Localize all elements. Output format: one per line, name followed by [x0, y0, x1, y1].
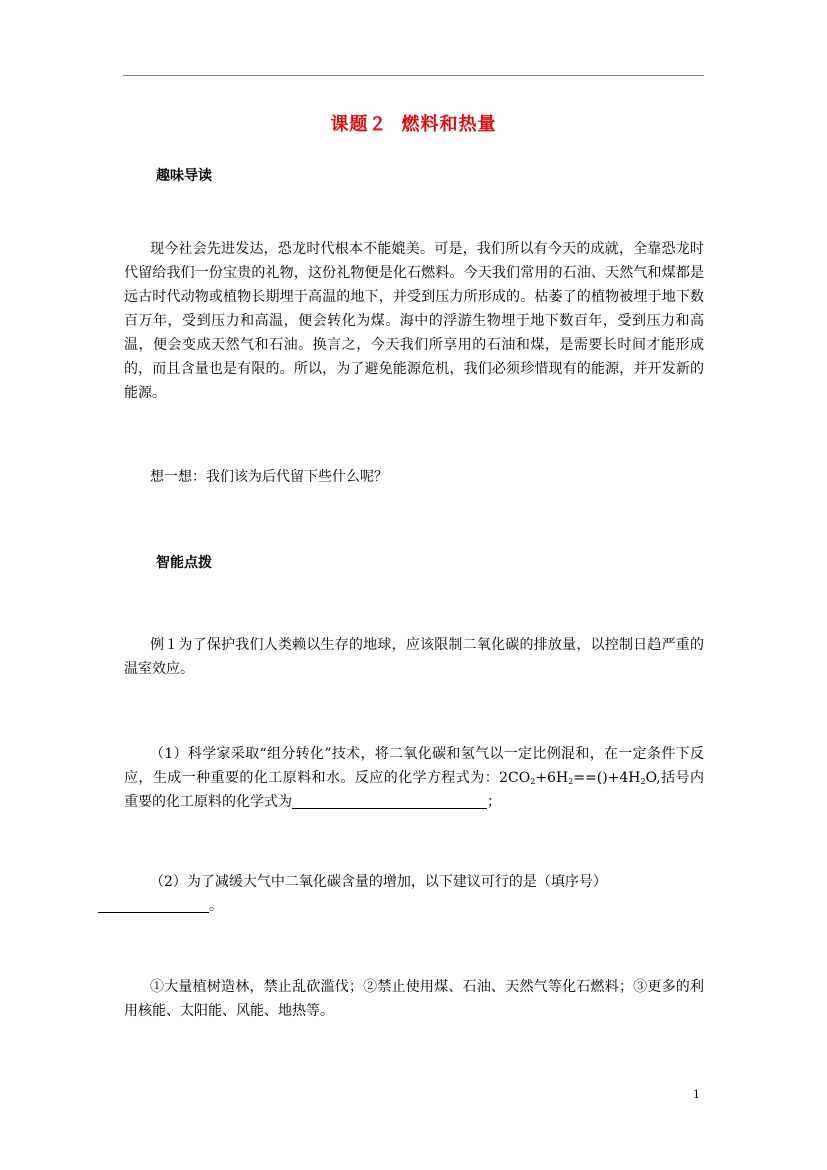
q1-subscript-3: 2	[640, 777, 646, 786]
q1-subscript-2: 2	[568, 777, 574, 786]
q2-answer-blank[interactable]	[98, 898, 209, 913]
title-lesson-number: 课题２	[330, 114, 388, 135]
intro-paragraph: 现今社会先进发达，恐龙时代根本不能媲美。可是，我们所以有今天的成就，全靠恐龙时代留给我们一份宝贵的礼物，这份礼物便是化石燃料。今天我们常用的石油、天然气和煤都是远古时代动物或植物长期埋于高温的地下，并受到压力所形成的。枯萎了的植物被埋于地下数百万年，受到压力和高温，便会转化为煤。海中的浮游生物埋于地下数百年，受到压力和高温，便会变成天然气和石油。换言之，今天我们所享用的石油和煤，是需要长时间才能形成的，而且含量也是有限的。所以，为了避免能源危机，我们必须珍惜现有的能源，并开发新的能源。	[124, 241, 704, 401]
page-title	[0, 110, 827, 136]
q1-subscript-1: 2	[530, 777, 536, 786]
question-2-options: ①大量植树造林，禁止乱砍滥伐；②禁止使用煤、石油、天然气等化石燃料；③更多的利用核能、太阳能、风能、地热等。	[124, 979, 704, 1019]
section-heading-reading: 趣味导读	[156, 168, 212, 184]
header-rule	[123, 75, 704, 76]
q1-text-b: +6H	[535, 770, 569, 786]
think-question: 想一想：我们该为后代留下些什么呢？	[150, 469, 388, 485]
q1-answer-blank[interactable]	[292, 794, 487, 809]
q1-text-d: O,括号内重要的化工原料的化学式为	[124, 770, 704, 810]
page-number: 1	[693, 1088, 700, 1101]
q1-end: ；	[487, 794, 501, 810]
q2-end: 。	[209, 898, 223, 914]
q2-text: （2）为了减缓大气中二氧化碳含量的增加，以下建议可行的是（填序号）	[150, 874, 607, 890]
q1-text-a: （1）科学家采取“组分转化”技术，将二氧化碳和氢气以一定比例混和，在一定条件下反应，生成一种重要的化工原料和水。反应的化学方程式为：2CO	[124, 746, 704, 786]
title-topic: 燃料和热量	[401, 114, 497, 135]
q1-text-c: ==()+4H	[573, 770, 641, 786]
section-heading-tips: 智能点拨	[156, 555, 212, 571]
question-2	[124, 870, 704, 918]
example1-intro: 例１为了保护我们人类赖以生存的地球，应该限制二氧化碳的排放量，以控制日趋严重的温室效应。	[124, 637, 704, 677]
question-1	[124, 742, 704, 814]
